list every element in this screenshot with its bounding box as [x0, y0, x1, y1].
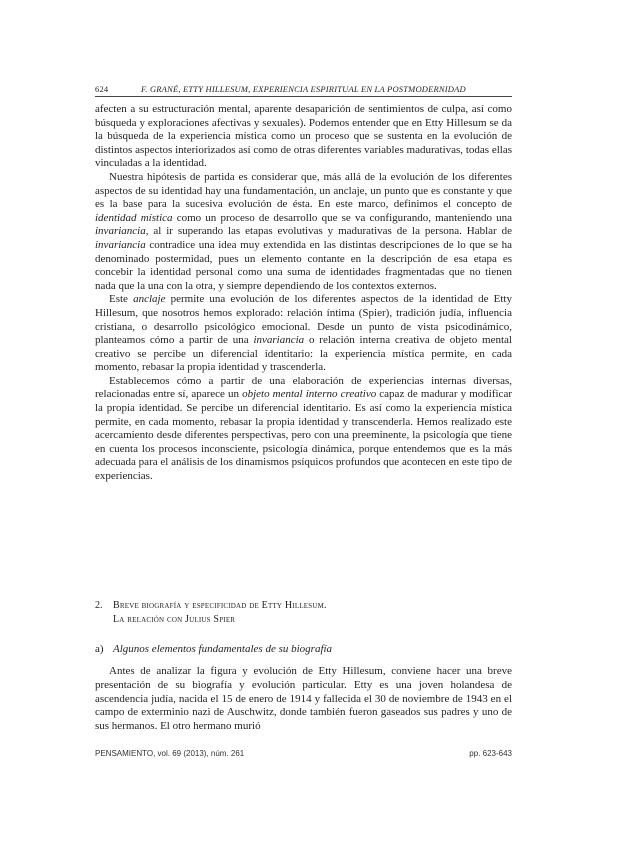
italic-term: identidad mística	[95, 211, 173, 224]
italic-term: invariancia	[95, 225, 146, 238]
italic-term: invariancia	[95, 238, 146, 251]
biography-text	[95, 665, 512, 734]
page-number: 624	[95, 84, 109, 94]
journal-citation: PENSAMIENTO, vol. 69 (2013), núm. 261	[95, 749, 245, 758]
running-title: F. GRANÉ, ETTY HILLESUM, EXPERIENCIA ESPIRITUAL EN LA POSTMODERNIDAD	[141, 84, 466, 94]
italic-term: anclaje	[133, 293, 166, 306]
subsection-title: Algunos elementos fundamentales de su biografía	[113, 643, 333, 655]
paragraph: Nuestra hipótesis de partida es considerar que, más allá de la evolución de los diferentes aspectos de su identidad hay una fundamentación, un anclaje, un punto que es constante y que es la base para la sucesiva evolución de ésta. En este marco, definimos el concepto de identidad mística como un proceso de desarrollo que se va configurando, manteniendo una invariancia, al ir superando las etapas evolutivas y madurativas de la persona. Hablar de invariancia contradice una idea muy extendida en las distintas descripciones de lo que se ha denominado postermidad, pues un elemento contante en la descripción de esa etapa es concebir la identidad personal como una suma de identidades fragmentadas que no tienen nada que la una con la otra, y siempre dependiendo de los contextos externos.	[95, 170, 512, 292]
subsection-heading	[95, 642, 512, 656]
paragraph: Antes de analizar la figura y evolución de Etty Hillesum, conviene hacer una breve presentación de su biografía y evolución particular. Etty es una joven holandesa de ascendencia judía, nacida el 15 de enero de 1914 y fallecida el 30 de noviembre de 1943 en el campo de exterminio nazi de Auschwitz, donde también fueron gaseados sus padres y uno de sus hermanos. El otro hermano murió	[95, 665, 512, 733]
page-range: pp. 623-643	[469, 749, 512, 758]
page-footer	[95, 749, 512, 758]
section-heading	[95, 599, 512, 627]
subsection-letter: a)	[95, 643, 104, 655]
paragraph: afecten a su estructuración mental, aparente desaparición de sentimientos de culpa, así como búsqueda y exploraciones afectivas y sexuales). Podemos entender que en Etty Hillesum se da la búsqueda de la experiencia mística como un proceso que se sustenta en la evolución de distintos aspectos interiorizados así como de otras diferentes variables madurativas, todas ellas vinculadas a la identidad.	[95, 103, 512, 170]
paragraph: Este anclaje permite una evolución de los diferentes aspectos de la identidad de Etty Hillesum, que nosotros hemos explorado: relación íntima (Spier), tradición judía, influencia cristiana, o desarrollo psicológico emocional. Desde un punto de vista psicodinámico, planteamos cómo a partir de una invariancia o relación interna creativa de objeto mental creativo se percibe un diferencial identitario: la experiencia mística permite, en cada momento, rebasar la propia identidad y trascenderla.	[95, 293, 512, 374]
page-header	[95, 84, 512, 97]
section-title-line2: La relación con Julius Spier	[113, 614, 236, 625]
body-text	[95, 103, 512, 484]
italic-term: invariancia	[253, 334, 305, 347]
italic-term: objeto mental interno creativo	[242, 388, 377, 401]
paragraph: Establecemos cómo a partir de una elaboración de experiencias internas diversas, relacionadas entre sí, aparece un objeto mental interno creativo capaz de madurar y modificar la propia identidad. Se percibe un diferencial identitario. Es así como la experiencia mística permite, en cada momento, rebasar la propia identidad y transcenderla. Hemos realizado este acercamiento desde diferentes perspectivas, pero con una preeminente, la psicología que tiene en cuenta los procesos inconsciente, psicología dinámica, porque entendemos que es la más adecuada para el análisis de los dinamismos psíquicos profundos que acontecen en este tipo de experiencias.	[95, 374, 512, 483]
section-title-line1: Breve biografía y especificidad de Etty Hillesum.	[113, 600, 327, 611]
section-number: 2.	[95, 600, 103, 611]
